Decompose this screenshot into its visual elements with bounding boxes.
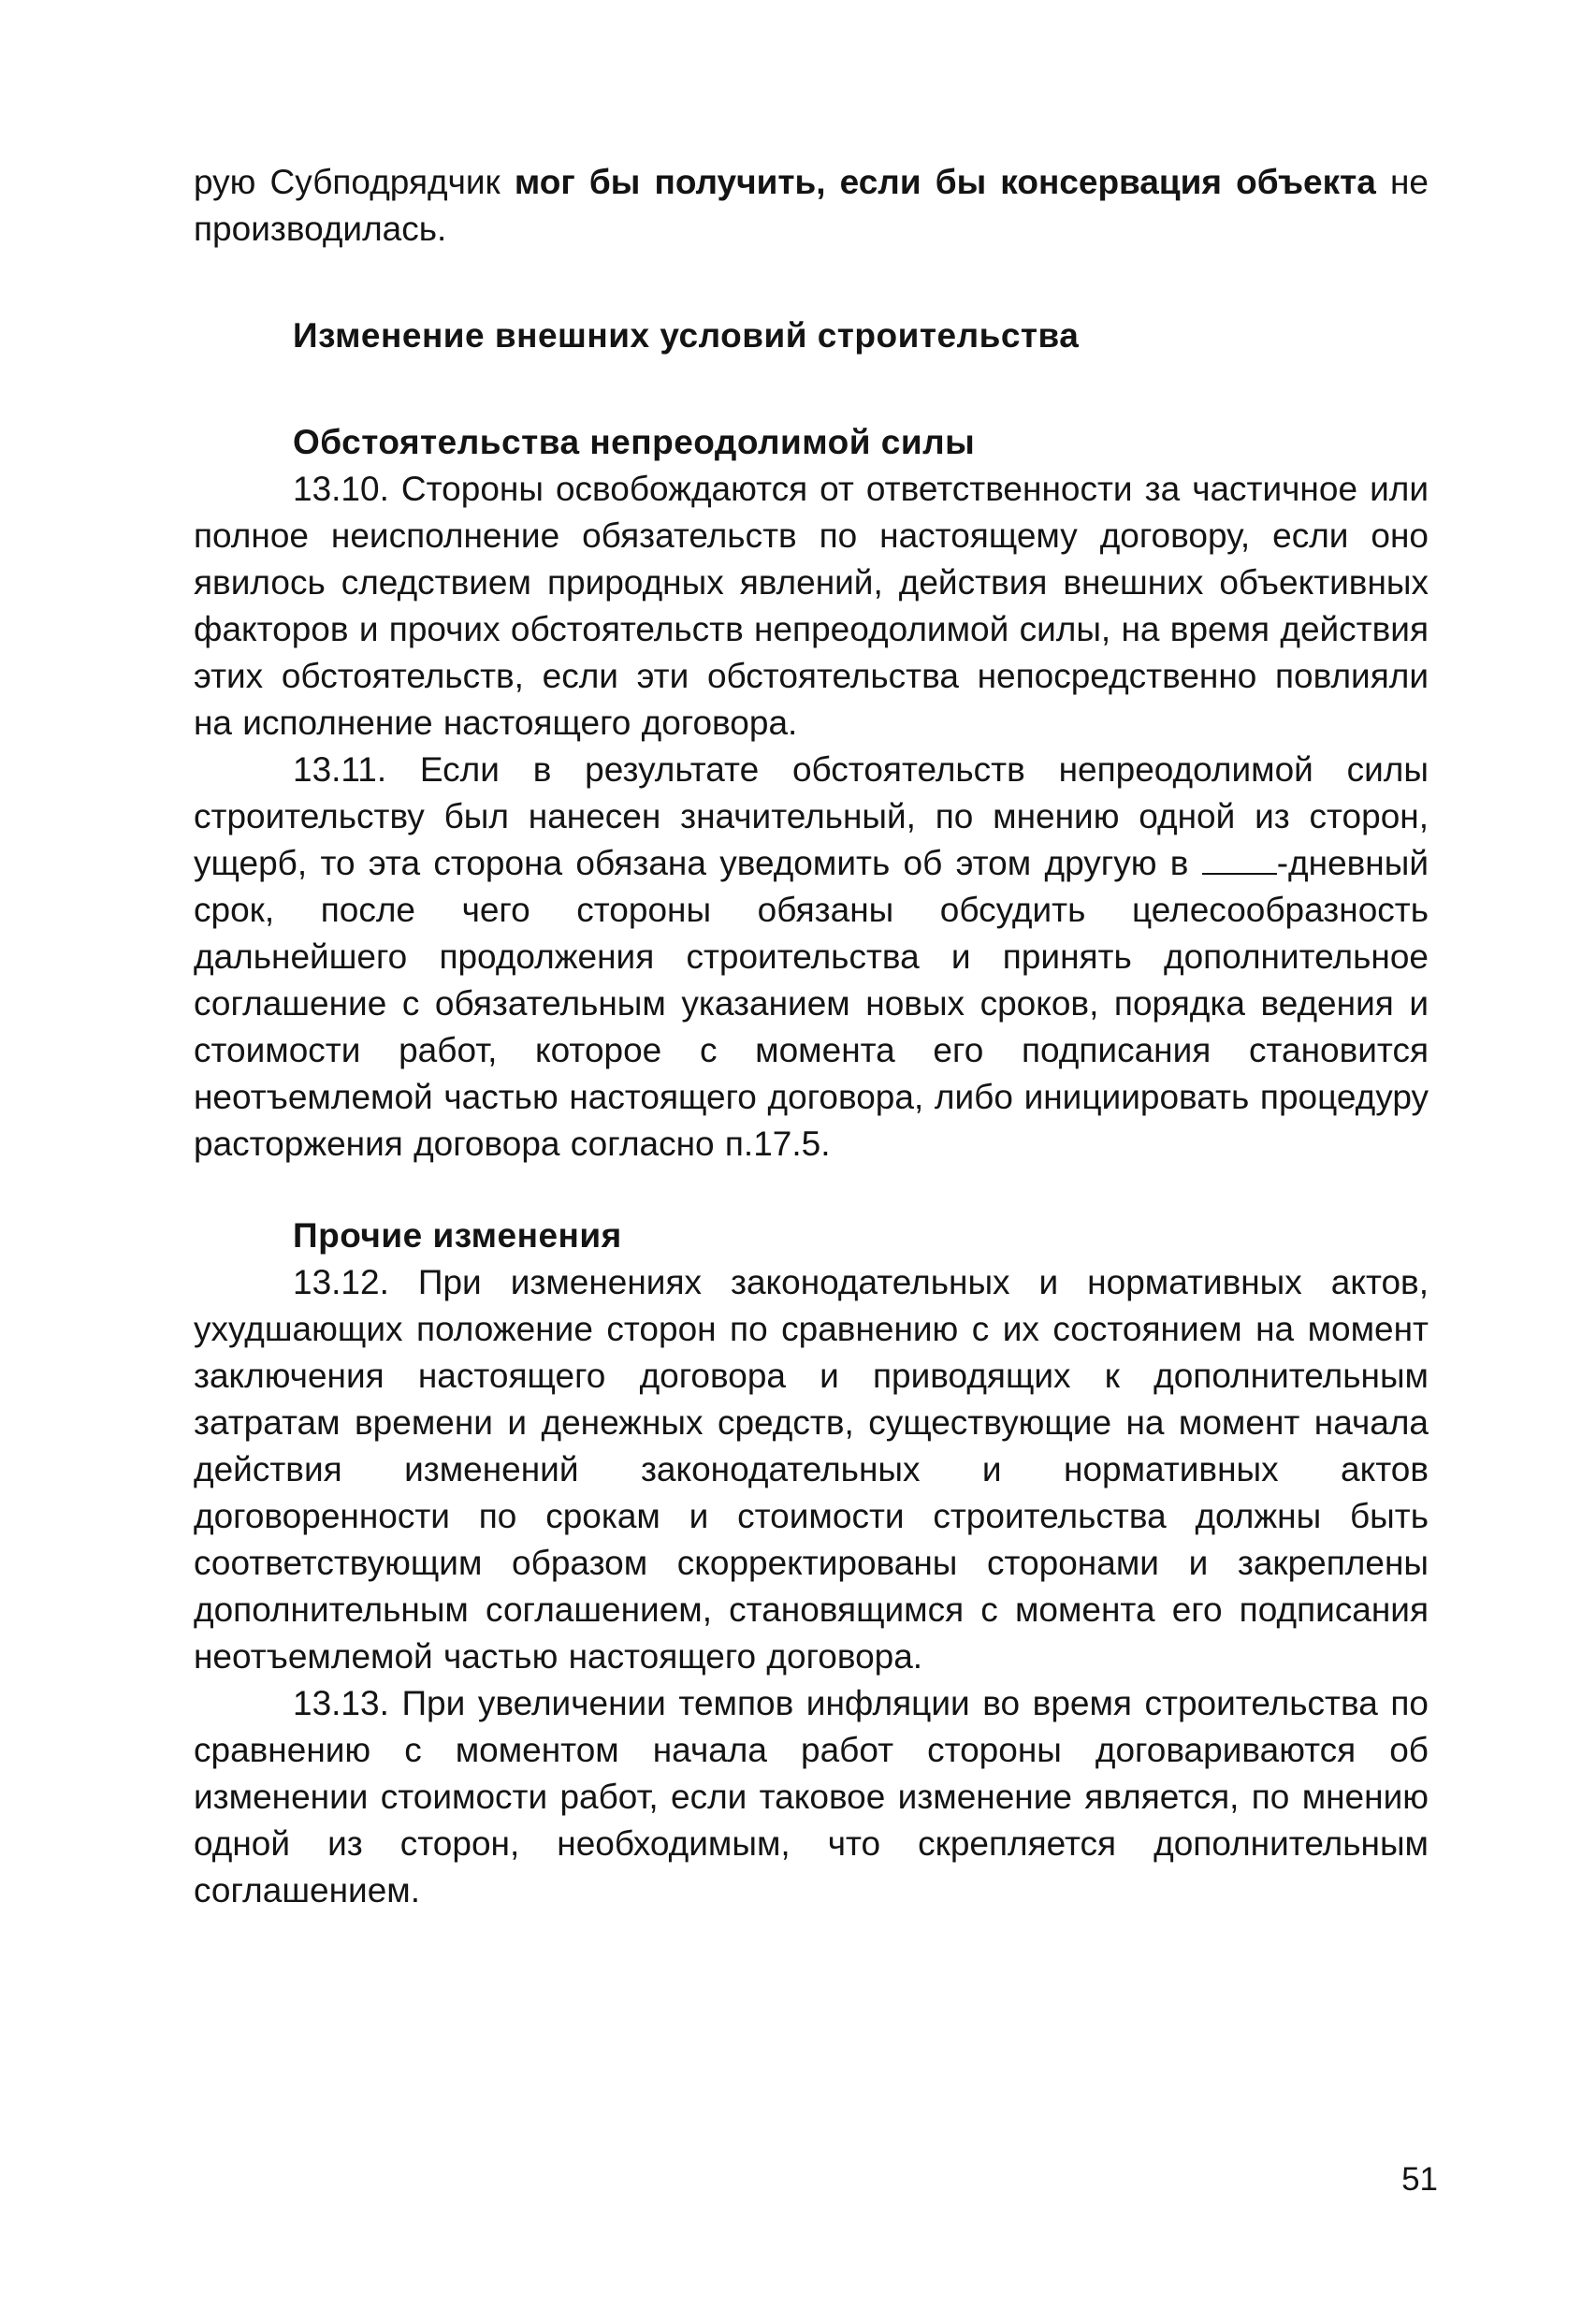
- section-heading: Изменение внешних условий строительства: [293, 316, 1080, 355]
- document-page: [194, 159, 1429, 1914]
- intro-text-bold: мог бы получить, если бы консервация объекта: [514, 163, 1376, 201]
- clause-13-10: 13.10. Стороны освобождаются от ответственности за частичное или полное неисполнение обязательств по настоящему договору, если оно явилось следствием природных явлений, действия внешних объективных факторов и прочих обстоятельств непреодолимой силы, на время действия этих обстоятельств, если эти обстоятельства непосредственно повлияли на исполнение настоящего договора.: [194, 470, 1429, 742]
- other-changes-heading: Прочие изменения: [293, 1216, 622, 1255]
- clause-13-13: 13.13. При увеличении темпов инфляции во время строительства по сравнению с моментом начала работ стороны договариваются об изменении стоимости работ, если таковое изменение является, по мнению одной из сторон, необходимым, что скрепляется дополнительным соглашением.: [194, 1684, 1429, 1909]
- page-number: 51: [1401, 2161, 1438, 2198]
- force-majeure-heading: Обстоятельства непреодолимой силы: [293, 423, 976, 461]
- clause-13-11: [194, 747, 1429, 1168]
- intro-text-start: рую Субподрядчик: [194, 163, 515, 201]
- clause-13-11-text-start: 13.11. Если в результате обстоятельств непреодолимой силы строительству был нанесен значительный, по мнению одной из сторон, ущерб, то эта сторона обязана уведомить об этом другую в: [194, 750, 1429, 882]
- clause-13-12: 13.12. При изменениях законодательных и нормативных актов, ухудшающих положение сторон по сравнению с их состоянием на момент заключения настоящего договора и приводящих к дополнительным затратам времени и денежных средств, существующие на момент начала действия изменений законодательных и нормативных актов договоренности по срокам и стоимости строительства должны быть соответствующим образом скорректированы сторонами и закреплены дополнительным соглашением, становящимся с момента его подписания неотъемлемой частью настоящего договора.: [194, 1263, 1429, 1676]
- clause-13-11-text-end: -дневный срок, после чего стороны обязаны обсудить целесообразность дальнейшего продолжения строительства и принять дополнительное соглашение с обязательным указанием новых сроков, порядка ведения и стоимости работ, которое с момента его подписания становится неотъемлемой частью настоящего договора, либо инициировать процедуру расторжения договора согласно п.17.5.: [194, 844, 1429, 1163]
- blank-field: [1202, 845, 1277, 875]
- intro-text-end: не производилась.: [194, 163, 1429, 248]
- intro-paragraph: [194, 159, 1429, 253]
